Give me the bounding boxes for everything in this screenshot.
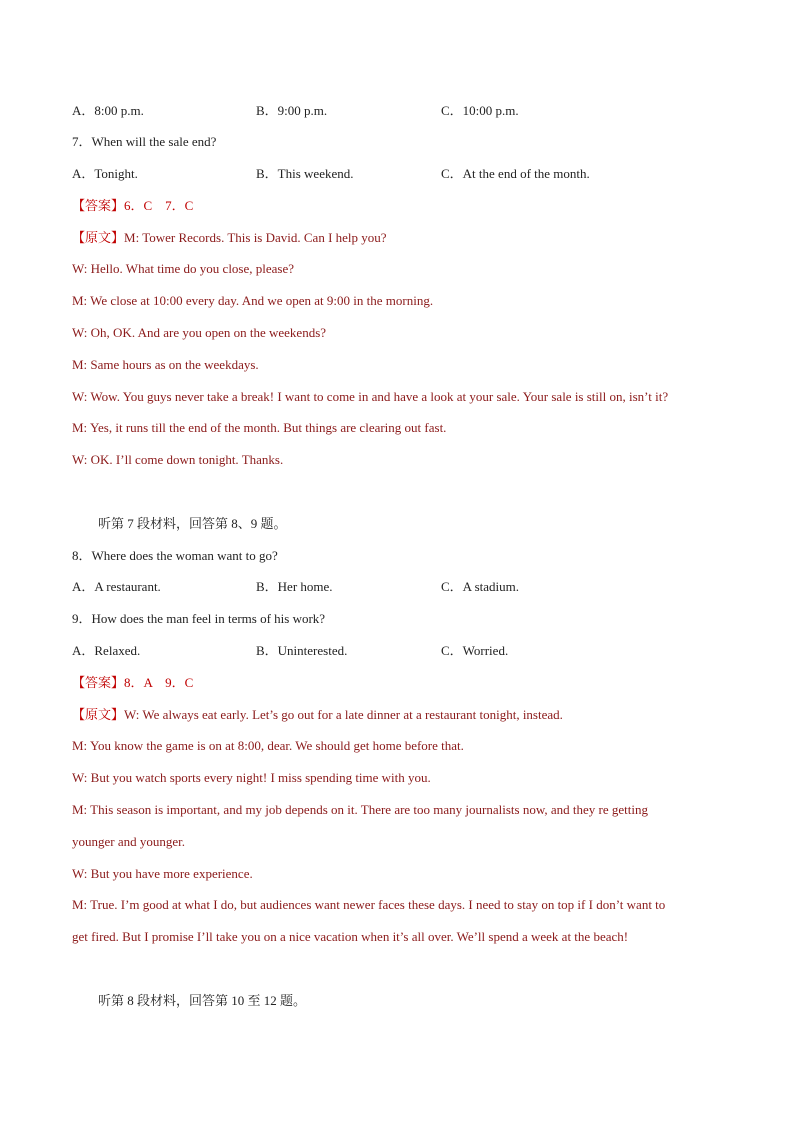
section-heading: 听第 7 段材料，回答第 8、9 题。	[98, 516, 287, 531]
q6-option-c: C．10:00 p.m.	[441, 103, 519, 118]
transcript-line: W: Hello. What time do you close, please?	[72, 261, 295, 276]
transcript-line: W: But you watch sports every night! I miss spending time with you.	[72, 770, 431, 785]
transcript-line: M: You know the game is on at 8:00, dear. We should get home before that.	[72, 738, 464, 753]
answer-line-1	[72, 198, 193, 214]
q9-option-b: B．Uninterested.	[256, 643, 348, 658]
q7-option-b: B．This weekend.	[256, 166, 354, 181]
answer-text: 6．C 7．C	[124, 198, 194, 213]
transcript-line: W: Oh, OK. And are you open on the weekends?	[72, 325, 327, 340]
q8-option-b: B．Her home.	[256, 579, 333, 594]
transcript-line: M: Same hours as on the weekdays.	[72, 357, 259, 372]
transcript-line: 【原文】M: Tower Records. This is David. Can I help you?	[72, 230, 387, 245]
transcript-line: M: True. I’m good at what I do, but audiences want newer faces these days. I need to stay on top if I don’t want to	[72, 897, 666, 912]
q9-option-c: C．Worried.	[441, 643, 509, 658]
transcript-tag: 【原文】	[72, 707, 125, 722]
q6-option-a: A．8:00 p.m.	[72, 103, 144, 118]
q6-option-b: B．9:00 p.m.	[256, 103, 328, 118]
transcript-line: W: OK. I’ll come down tonight. Thanks.	[72, 452, 284, 467]
transcript-line: M: This season is important, and my job depends on it. There are too many journalists now, and they re getting	[72, 802, 648, 817]
q7-option-a: A．Tonight.	[72, 166, 138, 181]
section-heading: 听第 8 段材料，回答第 10 至 12 题。	[98, 993, 307, 1008]
transcript-line: W: Wow. You guys never take a break! I want to come in and have a look at your sale. Your sale is still on, isn’t it?	[72, 389, 669, 404]
answer-line-2	[72, 675, 193, 691]
q9-option-a: A．Relaxed.	[72, 643, 141, 658]
q9-question: 9．How does the man feel in terms of his work?	[72, 611, 326, 626]
transcript-line: M: We close at 10:00 every day. And we open at 9:00 in the morning.	[72, 293, 434, 308]
answer-tag: 【答案】	[72, 198, 125, 213]
transcript-line: get fired. But I promise I’ll take you on a nice vacation when it’s all over. We’ll spend a week at the beach!	[72, 929, 629, 944]
transcript-line: 【原文】W: We always eat early. Let’s go out for a late dinner at a restaurant tonight, instead.	[72, 707, 563, 722]
transcript-line: M: Yes, it runs till the end of the month. But things are clearing out fast.	[72, 420, 447, 435]
q7-option-c: C．At the end of the month.	[441, 166, 590, 181]
transcript-line: younger and younger.	[72, 834, 186, 849]
q7-question: 7．When will the sale end?	[72, 134, 217, 149]
transcript-tag: 【原文】	[72, 230, 125, 245]
q8-question: 8．Where does the woman want to go?	[72, 548, 278, 563]
answer-tag: 【答案】	[72, 675, 125, 690]
answer-text: 8．A 9．C	[124, 675, 194, 690]
q8-option-c: C．A stadium.	[441, 579, 520, 594]
transcript-line: W: But you have more experience.	[72, 866, 253, 881]
q8-option-a: A．A restaurant.	[72, 579, 161, 594]
